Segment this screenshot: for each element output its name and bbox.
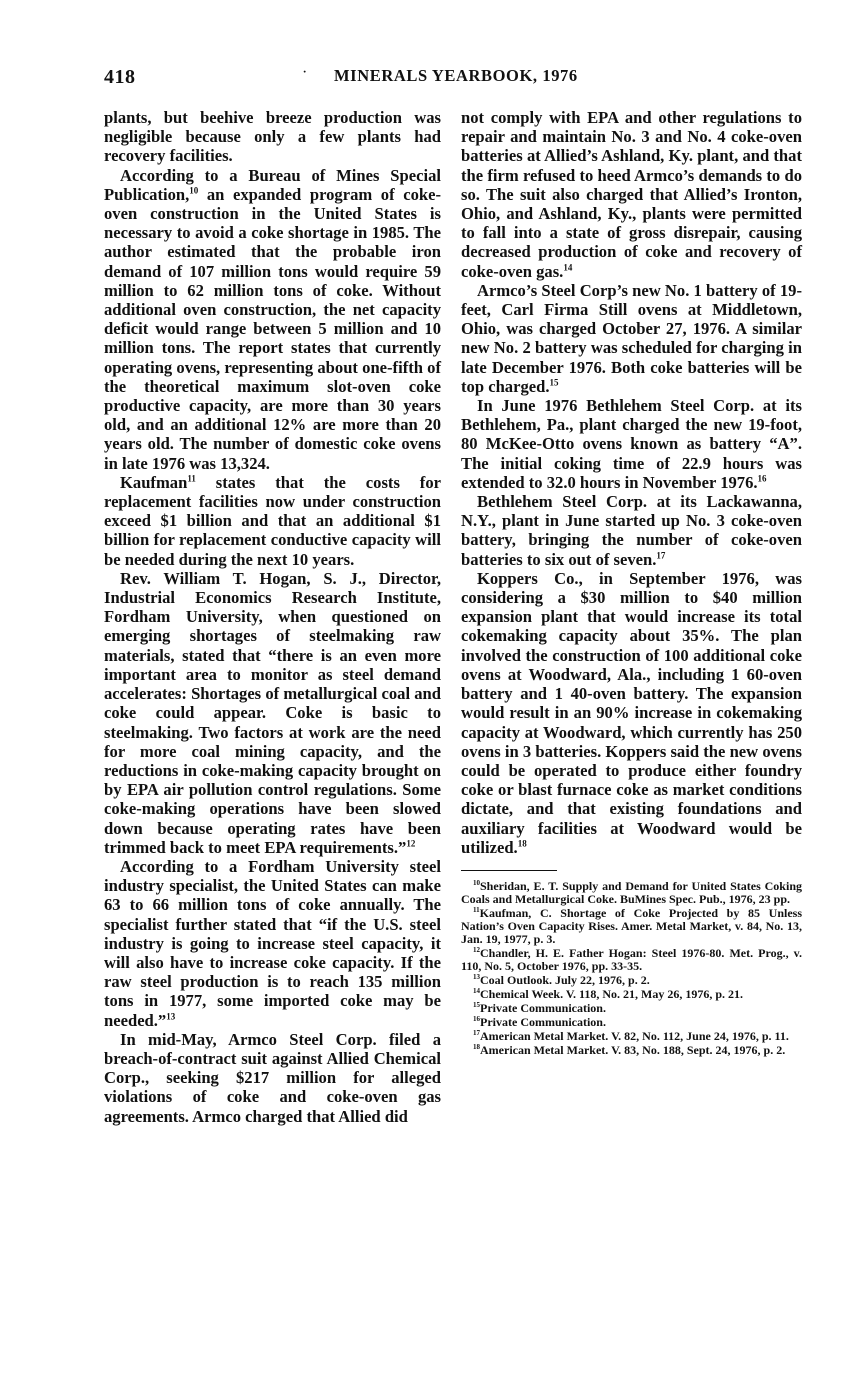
footnote-divider [461,870,557,871]
header-dot: · [302,64,308,81]
footnotes [461,880,802,1057]
footnote: $^{13}$Coal Outlook. July 22, 1976, p. 2. [473,972,650,987]
footnote-ref[interactable]: 13 [166,1011,176,1022]
paragraph: In mid-May, Armco Steel Corp. filed a breach-of-contract suit against Allied Chemical Corp., seeking $217 million for alleged violations of coke and coke-oven gas agreements. Armco charged that Allied did [104,1029,441,1126]
footnote: $^{18}$American Metal Market. V. 83, No. 188, Sept. 24, 1976, p. 2. [473,1042,786,1057]
paragraph: According to a Bureau of Mines Special Publication,$^{10}$ an expanded program of coke-oven construction in the United States is necessary to avoid a coke shortage in 1985. The author estimated that the probable iron demand of 107 million tons would require 59 million to 62 million tons of coke. Without additional oven construction, the net capacity deficit would range between 5 million and 10 million tons. The report states that currently operating ovens, representing about one-fifth of the theoretical maximum slot-oven coke productive capacity, are more than 30 years old, and an additional 12% are more than 20 years old. The number of domestic coke ovens in late 1976 was 13,324. [104,165,441,473]
footnote: $^{16}$Private Communication. [473,1014,606,1029]
page-number: 418 [104,66,136,88]
page-header [104,62,802,92]
paragraph: Koppers Co., in September 1976, was considering a $30 million to $40 million expansion plant that would increase its total cokemaking capacity about 35%. The plan involved the construction of 100 additional coke ovens at Woodward, Ala., including 1 60-oven battery and 1 40-oven battery. The expansion would result in an 90% increase in cokemaking capacity at Woodward, which currently has 250 ovens in 3 batteries. Koppers said the new ovens could be operated to produce either foundry coke or blast furnace coke as market conditions dictate, and that existing foundations and auxiliary facilities at Woodward would be utilized.$^{18}$ [461,568,802,857]
footnote-ref[interactable]: 11 [187,473,196,484]
footnote-ref[interactable]: 12 [406,838,416,849]
right-column [461,108,802,1058]
paragraph: Rev. William T. Hogan, S. J., Director, Industrial Economics Research Institute, Fordham University, when questioned on emerging shortages of steelmaking raw materials, stated that “there is an even more important area to monitor as steel demand accelerates: Shortages of metallurgical coal and coke could appear. Coke is basic to steelmaking. Two factors at work are the need for more coal mining capacity, and the reductions in coke-making capacity brought on by EPA air pollution control regulations. Some coke-making operations have been slowed down because operating rates have been trimmed back to meet EPA requirements.”$^{12}$ [104,568,441,857]
footnote-ref[interactable]: 17 [656,550,666,561]
paragraph: According to a Fordham University steel industry specialist, the United States can make 63 to 66 million tons of coke annually. The specialist further stated that “if the U.S. steel industry is going to increase steel capacity, it will also have to increase coke capacity. If the raw steel production is to reach 135 million tons in 1977, some imported coke may be needed.”$^{13}$ [104,856,441,1030]
paragraph: Kaufman$^{11}$ states that the costs for replacement facilities now under construction exceed $1 billion and that an additional $1 billion for replacement conductive capacity will be needed during the next 10 years. [104,472,441,569]
footnote-ref[interactable]: 14 [563,262,573,273]
footnote: $^{17}$American Metal Market. V. 82, No. 112, June 24, 1976, p. 11. [473,1028,789,1043]
footnote: $^{10}$Sheridan, E. T. Supply and Demand for United States Coking Coals and Metallurgical Coke. BuMines Spec. Pub., 1976, 23 pp. [461,878,802,906]
footnote: $^{15}$Private Communication. [473,1000,606,1015]
footnote-ref[interactable]: 16 [757,473,767,484]
paragraph: Armco’s Steel Corp’s new No. 1 battery of 19-feet, Carl Firma Still ovens at Middletown, Ohio, was charged October 27, 1976. A similar new No. 2 battery was scheduled for charging in late December 1976. Both coke batteries will be top charged.$^{15}$ [461,280,802,396]
footnote: $^{11}$Kaufman, C. Shortage of Coke Projected by 85 Unless Nation’s Oven Capacity Rises. Amer. Metal Market, v. 84, No. 13, Jan. 19, 1977, p. 3. [461,905,802,946]
paragraph: In June 1976 Bethlehem Steel Corp. at its Bethlehem, Pa., plant charged the new 19-foot, 80 McKee-Otto ovens known as battery “A”. The initial coking time of 22.9 hours was extended to 32.0 hours in November 1976.16 [461,396,802,492]
footnote-ref[interactable]: 10 [189,185,199,196]
footnote-ref[interactable]: 15 [549,377,559,388]
running-title: MINERALS YEARBOOK, 1976 [334,66,578,85]
paragraph: plants, but beehive breeze production was negligible because only a few plants had recovery facilities. [104,108,441,166]
footnote: $^{14}$Chemical Week. V. 118, No. 21, May 26, 1976, p. 21. [473,986,744,1001]
left-column [104,108,441,1126]
paragraph: not comply with EPA and other regulations to repair and maintain No. 3 and No. 4 coke-oven batteries at Allied’s Ashland, Ky. plant, and that the firm refused to heed Armco’s demands to do so. The suit also charged that Allied’s Ironton, Ohio, and Ashland, Ky., plants were permitted to fall into a state of gross disrepair, causing decreased production of coke and recovery of coke-oven gas.$^{14}$ [461,108,802,281]
footnote-ref[interactable]: 18 [517,838,527,849]
footnote: $^{12}$Chandler, H. E. Father Hogan: Steel 1976-80. Met. Prog., v. 110, No. 5, October 1976, pp. 33-35. [461,945,802,973]
paragraph: Bethlehem Steel Corp. at its Lackawanna, N.Y., plant in June started up No. 3 coke-oven battery, bringing the number of coke-oven batteries to six out of seven.$^{17}$ [461,492,802,569]
